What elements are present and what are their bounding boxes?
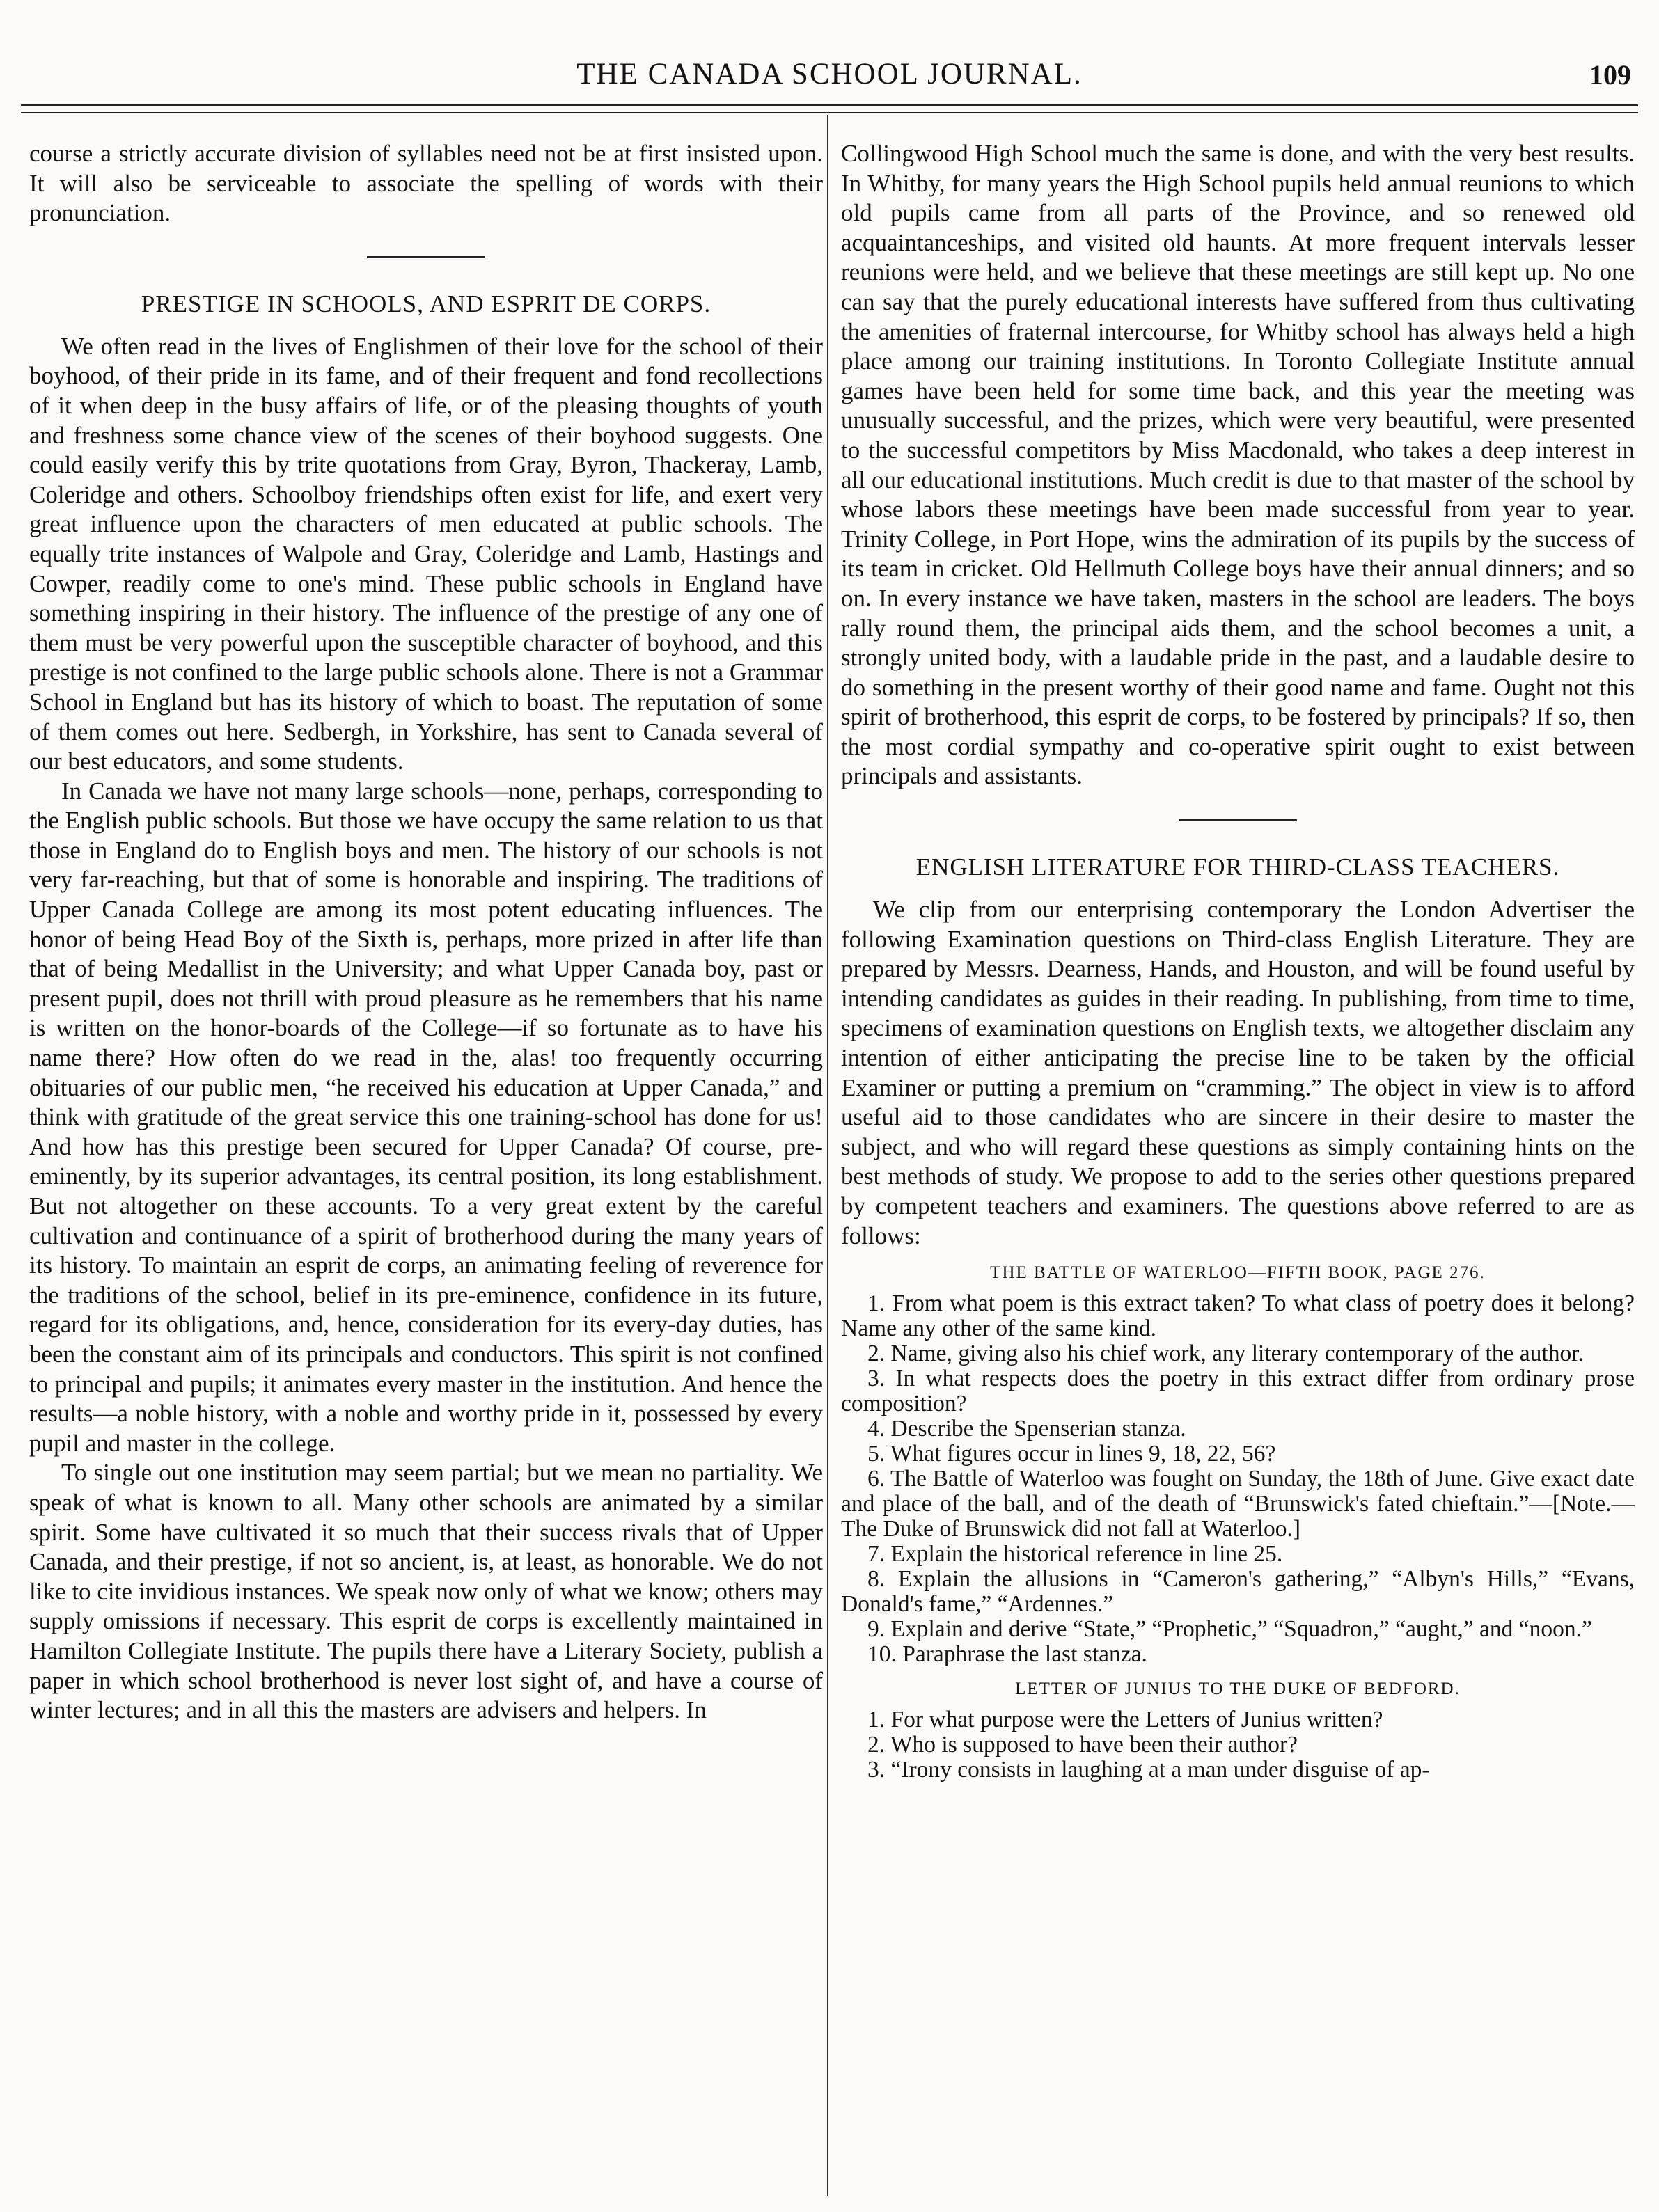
right-column bbox=[841, 139, 1635, 1783]
junius-subheading: LETTER OF JUNIUS TO THE DUKE OF BEDFORD. bbox=[1015, 1680, 1461, 1699]
waterloo-subheading: THE BATTLE OF WATERLOO—FIFTH BOOK, PAGE 276. bbox=[990, 1263, 1486, 1283]
question-item: 7. Explain the historical reference in line 25. bbox=[867, 1541, 1283, 1567]
question-item: 4. Describe the Spenserian stanza. bbox=[867, 1416, 1186, 1442]
page-header bbox=[21, 57, 1638, 99]
question-item: 6. The Battle of Waterloo was fought on Sunday, the 18th of June. Give exact date and place of the ball, and of the death of “Brunswick's fated chieftain.”—[Note.—The Duke of Brunswick did not fall at Waterloo.] bbox=[841, 1466, 1635, 1542]
intro-continuation: course a strictly accurate division of syllables need not be at first insisted upon. It will also be serviceable to associate the spelling of words with their pronunciation. bbox=[29, 140, 823, 227]
question-item: 8. Explain the allusions in “Cameron's gathering,” “Albyn's Hills,” “Evans, Donald's fame,” “Ardennes.” bbox=[841, 1566, 1635, 1618]
page-number: 109 bbox=[1589, 59, 1631, 90]
paragraph: We often read in the lives of Englishmen of their love for the school of their boyhood, of their pride in its fame, and of their frequent and fond recollections of it when deep in the busy affairs of life, or of the pleasing thoughts of youth and freshness some chance view of the scenes of their boyhood suggests. One could easily verify this by trite quotations from Gray, Byron, Thackeray, Lamb, Coleridge and others. Schoolboy friendships often exist for life, and exert very great influence upon the characters of men educated at public schools. The equally trite instances of Walpole and Gray, Coleridge and Lamb, Hastings and Cowper, readily come to one's mind. These public schools in England have something inspiring in their history. The influence of the prestige of any one of them must be very powerful upon the susceptible character of boyhood, and this prestige is not confined to the large public schools alone. There is not a Grammar School in England but has its history of which to boast. The reputation of some of them comes out here. Sedbergh, in Yorkshire, has sent to Canada several of our best educators, and some students. bbox=[29, 332, 823, 775]
question-item: 5. What figures occur in lines 9, 18, 22, 56? bbox=[867, 1441, 1276, 1467]
section-divider bbox=[1179, 819, 1297, 821]
question-item: 9. Explain and derive “State,” “Prophetic,” “Squadron,” “aught,” and “noon.” bbox=[867, 1616, 1592, 1643]
question-item: 1. For what purpose were the Letters of Junius written? bbox=[867, 1707, 1383, 1733]
waterloo-questions bbox=[841, 1291, 1635, 1667]
question-item: 3. In what respects does the poetry in this extract differ from ordinary prose composition? bbox=[841, 1366, 1635, 1417]
continuation-paragraph: Collingwood High School much the same is done, and with the very best results. In Whitby, for many years the High School pupils held annual reunions to which old pupils came from all parts of the Province, and so renewed old acquaintanceships, and visited old haunts. At more frequent intervals lesser reunions were held, and we believe that these meetings are still kept up. No one can say that the purely educational interests have suffered from thus cultivating the amenities of fraternal intercourse, for Whitby school has always held a high place among our training institutions. In Toronto Collegiate Institute annual games have been held for some time back, and this year the meeting was unusually successful, and the prizes, which were very beautiful, were presented to the successful competitors by Miss Macdonald, who takes a deep interest in all our educational institutions. Much credit is due to that master of the school by whose labors these meetings have been made successful from year to year. Trinity College, in Port Hope, wins the admiration of its pupils by the success of its team in cricket. Old Hellmuth College boys have their annual dinners; and so on. In every instance we have taken, masters in the school are leaders. The boys rally round them, the principal aids them, and the school becomes a unit, a strongly united body, with a laudable pride in the past, and a laudable desire to do something in the present worthy of their good name and fame. Ought not this spirit of brotherhood, this esprit de corps, to be fostered by principals? If so, then the most cordial sympathy and co-operative spirit ought to exist between principals and assistants. bbox=[841, 140, 1635, 790]
journal-title: THE CANADA SCHOOL JOURNAL. bbox=[576, 58, 1083, 90]
question-item: 1. From what poem is this extract taken? To what class of poetry does it belong? Name any other of the same kind. bbox=[841, 1290, 1635, 1342]
section-divider bbox=[367, 256, 485, 258]
question-item: 3. “Irony consists in laughing at a man under disguise of ap- bbox=[867, 1757, 1430, 1783]
question-item: 10. Paraphrase the last stanza. bbox=[867, 1641, 1147, 1668]
literature-intro: We clip from our enterprising contemporary the London Advertiser the following Examination questions on Third-class English Literature. They are prepared by Messrs. Dearness, Hands, and Houston, and will be found useful by intending candidates as guides in their reading. In publishing, from time to time, specimens of examination questions on English texts, we altogether disclaim any intention of either anticipating the precise line to be taken by the official Examiner or putting a premium on “cramming.” The object in view is to afford useful aid to those candidates who are sincere in their desire to master the subject, and who will regard these questions as simply containing hints on the best methods of study. We propose to add to the series other questions prepared by competent teachers and examiners. The questions above referred to are as follows: bbox=[841, 896, 1635, 1249]
left-column bbox=[29, 139, 823, 1725]
junius-questions bbox=[841, 1707, 1635, 1783]
question-item: 2. Who is supposed to have been their author? bbox=[867, 1732, 1298, 1758]
header-double-rule bbox=[21, 104, 1638, 113]
paragraph: In Canada we have not many large schools—none, perhaps, corresponding to the English public schools. But those we have occupy the same relation to us that those in England do to English boys and men. The history of our schools is not very far-reaching, but that of some is honorable and inspiring. The traditions of Upper Canada College are among its most potent educating influences. The honor of being Head Boy of the Sixth is, perhaps, more prized in after life than that of being Medallist in the University; and what Upper Canada boy, past or present pupil, does not thrill with proud pleasure as he remembers that his name is written on the honor-boards of the College—if so fortunate as to have his name there? How often do we read in the, alas! too frequently occurring obituaries of our public men, “he received his education at Upper Canada,” and think with gratitude of the great service this one training-school has done for us! And how has this prestige been secured for Upper Canada? Of course, pre-eminently, by its superior advantages, its central position, its long establishment. But not altogether on these accounts. To a very great extent by the careful cultivation and continuance of a spirit of brotherhood during the many years of its history. To maintain an esprit de corps, an animating feeling of reverence for the traditions of the school, belief in its pre-eminence, confidence in its future, regard for its obligations, and, hence, consideration for its every-day duties, has been the constant aim of its principals and conductors. This spirit is not confined to principal and pupils; it animates every master in the institution. And hence the results—a noble history, with a noble and worthy pride in it, possessed by every pupil and master in the college. bbox=[29, 777, 823, 1457]
section-title-literature: ENGLISH LITERATURE FOR THIRD-CLASS TEACHERS. bbox=[915, 853, 1560, 881]
section-title-prestige: PRESTIGE IN SCHOOLS, AND ESPRIT DE CORPS. bbox=[141, 290, 711, 317]
question-item: 2. Name, giving also his chief work, any literary contemporary of the author. bbox=[867, 1341, 1584, 1367]
paragraph: To single out one institution may seem partial; but we mean no partiality. We speak of what is known to all. Many other schools are animated by a similar spirit. Some have cultivated it so much that their success rivals that of Upper Canada, and their prestige, if not so ancient, is, at least, as honorable. We do not like to cite invidious instances. We speak now only of what we know; others may supply omissions if necessary. This esprit de corps is excellently maintained in Hamilton Collegiate Institute. The pupils there have a Literary Society, publish a paper in which school brotherhood is never lost sight of, and have a course of winter lectures; and in all this the masters are advisers and helpers. In bbox=[29, 1459, 823, 1724]
column-divider bbox=[827, 115, 828, 2196]
